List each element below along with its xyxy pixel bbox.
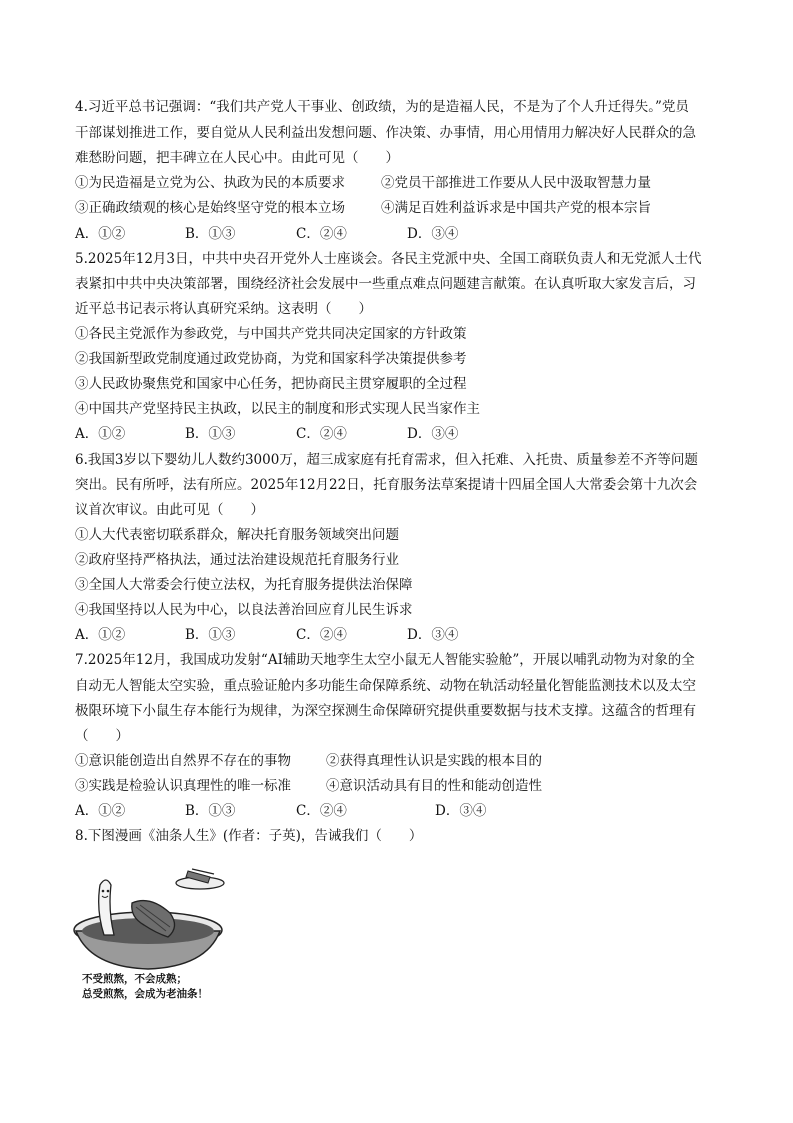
q4-stem-line-1: 4.习近平总书记强调：“我们共产党人干事业、创政绩，为的是造福人民，不是为了个人升迁得失。”党员: [75, 99, 689, 115]
q7-option-b[interactable]: B．①③: [185, 803, 236, 819]
q7-stem-line-1: 7.2025年12月，我国成功发射“AI辅助天地孪生太空小鼠无人智能实验舱”，开展以哺乳动物为对象的全: [75, 652, 695, 668]
q4-stem-line-3: 难愁盼问题，把丰碑立在人民心中。由此可见（ ）: [75, 150, 399, 166]
q5-stem-line-2: 表紧扣中共中央决策部署，围绕经济社会发展中一些重点难点问题建言献策。在认真听取大家发言后，习: [75, 276, 696, 292]
q6-statement-2: ②政府坚持严格执法，通过法治建设规范托育服务行业: [75, 552, 399, 568]
dough-eye-left: [102, 890, 105, 893]
q7-option-d[interactable]: D．③④: [435, 803, 487, 819]
q4-statement-1: ①为民造福是立党为公、执政为民的本质要求: [75, 175, 345, 191]
q6-statement-4: ④我国坚持以人民为中心，以良法善治回应育儿民生诉求: [75, 602, 413, 618]
q6-option-b[interactable]: B．①③: [185, 627, 236, 643]
q4-stem-line-2: 干部谋划推进工作，要自觉从人民利益出发想问题、作决策、办事情，用心用情用力解决好人民群众的急: [75, 125, 696, 141]
q7-stem-line-4: （ ）: [75, 728, 129, 744]
q7-statement-1: ①意识能创造出自然界不存在的事物: [75, 753, 291, 769]
q7-statement-2: ②获得真理性认识是实践的根本目的: [326, 753, 542, 769]
q6-option-d[interactable]: D．③④: [407, 627, 459, 643]
q7-stem-line-2: 自动无人智能太空实验，重点验证舱内多功能生命保障系统、动物在轨活动轻量化智能监测技术以及太空: [75, 678, 696, 694]
dough-eye-right: [107, 890, 110, 893]
comic-caption-line-1: 不受煎熬，不会成熟；: [82, 973, 187, 985]
q4-option-b[interactable]: B．①③: [185, 226, 236, 242]
q4-option-c[interactable]: C．②④: [296, 226, 347, 242]
q4-statement-4: ④满足百姓利益诉求是中国共产党的根本宗旨: [381, 200, 651, 216]
q6-option-c[interactable]: C．②④: [296, 627, 347, 643]
q5-stem-line-3: 近平总书记表示将认真研究采纳。这表明（ ）: [75, 301, 372, 317]
q6-stem-line-3: 议首次审议。由此可见（ ）: [75, 502, 264, 518]
q6-statement-3: ③全国人大常委会行使立法权，为托育服务提供法治保障: [75, 577, 413, 593]
q4-statement-3: ③正确政绩观的核心是始终坚守党的根本立场: [75, 200, 345, 216]
comic-caption-line-2: 总受煎熬，会成为老油条！: [82, 988, 208, 1000]
q6-option-a[interactable]: A．①②: [75, 627, 126, 643]
q7-stem-line-3: 极限环境下小鼠生存本能行为规律，为深空探测生命保障研究提供重要数据与技术支撑。这蕴含的哲理有: [75, 703, 696, 719]
q5-option-c[interactable]: C．②④: [296, 426, 347, 442]
q5-statement-2: ②我国新型政党制度通过政党协商，为党和国家科学决策提供参考: [75, 351, 467, 367]
q7-option-a[interactable]: A．①②: [75, 803, 126, 819]
q4-option-d[interactable]: D．③④: [407, 226, 459, 242]
q6-statement-1: ①人大代表密切联系群众，解决托育服务领域突出问题: [75, 527, 399, 543]
q5-statement-1: ①各民主党派作为参政党，与中国共产党共同决定国家的方针政策: [75, 326, 467, 342]
q5-option-a[interactable]: A．①②: [75, 426, 126, 442]
q7-statement-3: ③实践是检验认识真理性的唯一标准: [75, 778, 291, 794]
q6-stem-line-1: 6.我国3岁以下婴幼儿人数约3000万，超三成家庭有托育需求，但入托难、入托贵、质量参差不齐等问题: [75, 452, 698, 468]
q5-stem-line-1: 5.2025年12月3日，中共中央召开党外人士座谈会。各民主党派中央、全国工商联负责人和无党派人士代: [75, 251, 702, 267]
q5-statement-3: ③人民政协聚焦党和国家中心任务，把协商民主贯穿履职的全过程: [75, 376, 467, 392]
q5-option-d[interactable]: D．③④: [407, 426, 459, 442]
q7-option-c[interactable]: C．②④: [296, 803, 347, 819]
q5-option-b[interactable]: B．①③: [185, 426, 236, 442]
q4-statement-2: ②党员干部推进工作要从人民中汲取智慧力量: [381, 175, 651, 191]
q6-stem-line-2: 突出。民有所呼，法有所应。2025年12月22日，托育服务法草案提请十四届全国人大常委会第十九次会: [75, 477, 698, 493]
q7-statement-4: ④意识活动具有目的性和能动创造性: [326, 778, 542, 794]
q5-statement-4: ④中国共产党坚持民主执政，以民主的制度和形式实现人民当家作主: [75, 401, 480, 417]
q4-option-a[interactable]: A．①②: [75, 226, 126, 242]
q8-stem-line-1: 8.下图漫画《油条人生》(作者：子英)，告诫我们（ ）: [75, 828, 423, 844]
